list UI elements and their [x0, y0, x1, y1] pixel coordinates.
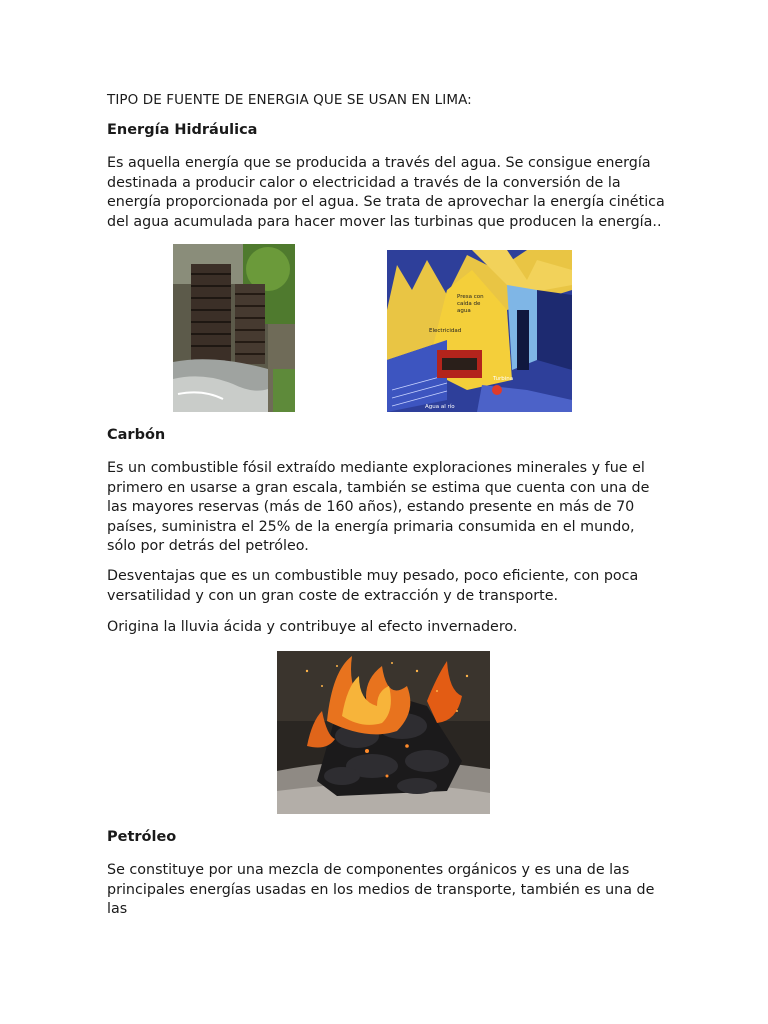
paragraph-carbon-3: Origina la lluvia ácida y contribuye al efecto invernadero.	[107, 619, 518, 635]
svg-text:Turbina: Turbina	[493, 376, 514, 382]
heading-carbon: Carbón	[107, 427, 166, 443]
svg-text:Electricidad: Electricidad	[429, 328, 462, 334]
hydroelectric-dam-diagram	[387, 250, 572, 412]
svg-text:agua: agua	[457, 308, 471, 314]
document-title: TIPO DE FUENTE DE ENERGIA QUE SE USAN EN LIMA:	[107, 92, 472, 108]
svg-text:Agua al río: Agua al río	[425, 404, 455, 410]
heading-petroleo: Petróleo	[107, 829, 177, 845]
paragraph-carbon-1: Es un combustible fósil extraído mediante exploraciones minerales y fue el primero en usarse a gran escala, también se estima que cuenta con una de las mayores reservas (más de 160 años), estando presente en más de 70 países, suministra el 25% de la energía primaria consumida en el mundo, sólo por detrás del petróleo.	[107, 460, 650, 554]
water-wheel-photo	[173, 244, 295, 412]
svg-text:caída de: caída de	[457, 301, 481, 307]
svg-text:Presa con: Presa con	[457, 294, 484, 300]
paragraph-hidraulica: Es aquella energía que se producida a través del agua. Se consigue energía destinada a producir calor o electricidad a través de la conversión de la energía proporcionada por el agua. Se trata de aprovechar la energía cinética del agua acumulada para hacer mover las turbinas que producen la energía..	[107, 155, 665, 230]
burning-coal-photo	[277, 651, 490, 814]
heading-energia-hidraulica: Energía Hidráulica	[107, 122, 258, 138]
paragraph-petroleo: Se constituye por una mezcla de componentes orgánicos y es una de las principales energías usadas en los medios de transporte, también es una de las	[107, 862, 655, 917]
paragraph-carbon-2: Desventajas que es un combustible muy pesado, poco eficiente, con poca versatilidad y con un gran coste de extracción y de transporte.	[107, 568, 639, 604]
